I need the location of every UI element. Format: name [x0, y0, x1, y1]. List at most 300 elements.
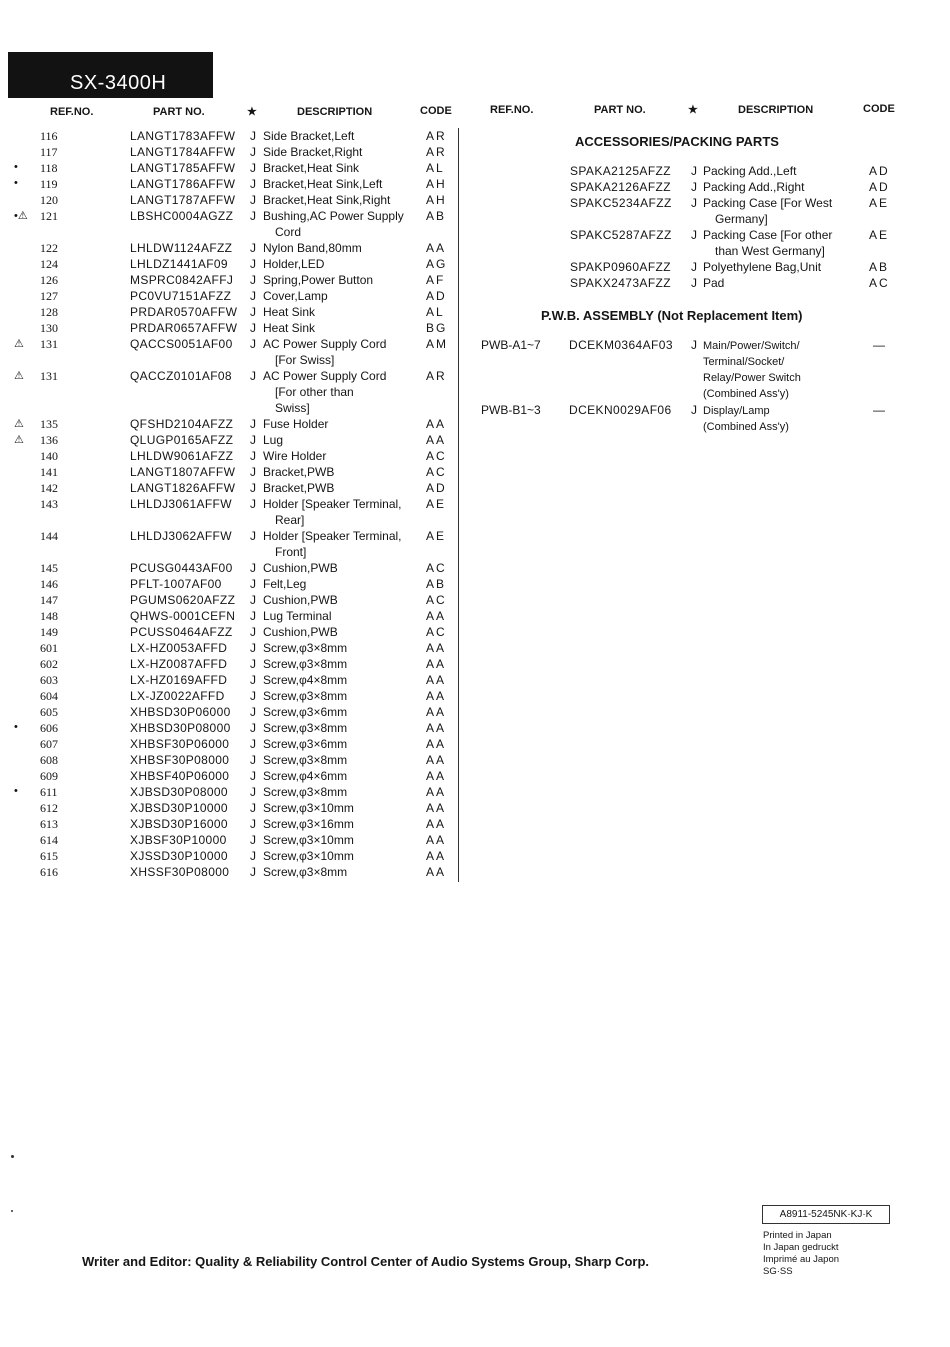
marker: ⚠: [14, 370, 24, 382]
ref-no: 140: [40, 449, 58, 463]
price-code: AL: [426, 305, 445, 319]
description: Pad: [703, 276, 725, 290]
part-no: XJBSD30P16000: [130, 817, 228, 831]
j-mark: J: [250, 561, 256, 575]
part-row: [0, 865, 470, 881]
price-code: AA: [426, 673, 447, 687]
marker: •: [14, 785, 18, 797]
description: Packing Case [For other: [703, 228, 833, 242]
price-code: AC: [426, 625, 447, 639]
part-no: XHBSF30P08000: [130, 753, 230, 767]
price-code: AL: [426, 161, 445, 175]
description: Bushing,AC Power Supply: [263, 209, 404, 223]
description: Cushion,PWB: [263, 561, 338, 575]
description: Screw,φ3×8mm: [263, 785, 348, 799]
part-no: DCEKM0364AF03: [569, 338, 673, 352]
j-mark: J: [250, 369, 256, 383]
price-code: BG: [426, 321, 448, 335]
part-row: [0, 801, 470, 817]
ref-no: 615: [40, 849, 58, 863]
price-code: AA: [426, 737, 447, 751]
ref-no: 605: [40, 705, 58, 719]
part-row: [0, 785, 470, 801]
price-code: AB: [869, 260, 890, 274]
description: Wire Holder: [263, 449, 327, 463]
description: Screw,φ3×10mm: [263, 833, 354, 847]
description: Screw,φ3×10mm: [263, 849, 354, 863]
price-code: AR: [426, 129, 447, 143]
ref-no: 145: [40, 561, 58, 575]
price-code: AA: [426, 609, 447, 623]
header-desc-right: DESCRIPTION: [738, 104, 814, 116]
part-no: LX-HZ0087AFFD: [130, 657, 228, 671]
price-code: AA: [426, 817, 447, 831]
part-no: QHWS-0001CEFN: [130, 609, 236, 623]
description: Holder [Speaker Terminal,: [263, 497, 402, 511]
description: AC Power Supply Cord: [263, 337, 387, 351]
ref-no: 613: [40, 817, 58, 831]
j-mark: J: [250, 241, 256, 255]
ref-no: 606: [40, 721, 58, 735]
ref-no: PWB-B1~3: [481, 403, 541, 417]
price-code: AE: [426, 529, 447, 543]
model-badge: [8, 52, 213, 98]
price-code: AA: [426, 865, 447, 879]
description: Holder,LED: [263, 257, 325, 271]
part-no: QLUGP0165AFZZ: [130, 433, 234, 447]
part-no: PCUSG0443AF00: [130, 561, 233, 575]
part-row: [0, 753, 470, 769]
price-code: AE: [426, 497, 447, 511]
price-code: AF: [426, 273, 446, 287]
description: Heat Sink: [263, 305, 316, 319]
part-no: XHBSD30P08000: [130, 721, 231, 735]
part-row: [0, 673, 470, 689]
part-no: XHBSF30P06000: [130, 737, 230, 751]
part-row: [0, 625, 470, 641]
ref-no: 148: [40, 609, 58, 623]
description-continued: Cord: [275, 225, 302, 239]
j-mark: J: [250, 769, 256, 783]
j-mark: J: [691, 260, 697, 274]
j-mark: J: [250, 337, 256, 351]
ref-no: 127: [40, 289, 58, 303]
description: Screw,φ3×6mm: [263, 737, 348, 751]
j-mark: J: [250, 817, 256, 831]
part-no: QACCZ0101AF08: [130, 369, 232, 383]
part-no: LHLDJ3062AFFW: [130, 529, 232, 543]
j-mark: J: [250, 257, 256, 271]
description: Packing Case [For West: [703, 196, 833, 210]
accessory-row: [0, 196, 950, 212]
part-row: [0, 593, 470, 609]
price-code: AC: [426, 465, 447, 479]
description-continued: [For Swiss]: [275, 353, 335, 367]
price-code: AA: [426, 417, 447, 431]
header-part-left: PART NO.: [153, 106, 205, 118]
header-ref-right: REF.NO.: [490, 104, 534, 116]
ref-no: 117: [40, 145, 58, 159]
price-code: AM: [426, 337, 448, 351]
part-no: PGUMS0620AFZZ: [130, 593, 236, 607]
j-mark: J: [250, 785, 256, 799]
part-no: SPAKC5287AFZZ: [570, 228, 672, 242]
part-no: MSPRC0842AFFJ: [130, 273, 234, 287]
description-continued: Germany]: [715, 212, 768, 226]
j-mark: J: [250, 705, 256, 719]
part-no: LHLDW9061AFZZ: [130, 449, 234, 463]
j-mark: J: [250, 657, 256, 671]
description: Screw,φ3×8mm: [263, 721, 348, 735]
part-row: [0, 833, 470, 849]
part-no: LANGT1787AFFW: [130, 193, 236, 207]
part-no: LANGT1784AFFW: [130, 145, 236, 159]
j-mark: J: [250, 465, 256, 479]
accessory-row: [0, 228, 950, 244]
price-code: AA: [426, 705, 447, 719]
j-mark: J: [250, 625, 256, 639]
j-mark: J: [691, 228, 697, 242]
description: Screw,φ3×16mm: [263, 817, 354, 831]
part-no: LX-JZ0022AFFD: [130, 689, 225, 703]
accessory-row: [0, 164, 950, 180]
part-row: [0, 769, 470, 785]
j-mark: J: [250, 673, 256, 687]
part-no: LANGT1807AFFW: [130, 465, 236, 479]
ref-no: 147: [40, 593, 58, 607]
header-code-right: CODE: [863, 103, 895, 115]
ref-no: 614: [40, 833, 58, 847]
j-mark: J: [250, 305, 256, 319]
ref-no: 118: [40, 161, 58, 175]
accessory-row: [0, 180, 950, 196]
j-mark: J: [250, 273, 256, 287]
description: Cover,Lamp: [263, 289, 328, 303]
ref-no: 601: [40, 641, 58, 655]
price-code: AA: [426, 849, 447, 863]
description: Packing Add.,Right: [703, 180, 805, 194]
price-code: AE: [869, 228, 890, 242]
description: Screw,φ3×8mm: [263, 689, 348, 703]
ref-no: 130: [40, 321, 58, 335]
description: Display/Lamp (Combined Ass'y): [703, 405, 789, 433]
part-row: [0, 609, 470, 625]
price-code: AG: [426, 257, 448, 271]
ref-no: 612: [40, 801, 58, 815]
price-code: —: [873, 403, 885, 417]
j-mark: J: [691, 196, 697, 210]
price-code: AD: [426, 289, 447, 303]
editor-credit: Writer and Editor: Quality & Reliability Control Center of Audio Systems Group, Sharp Corp.: [82, 1254, 649, 1269]
header-code-left: CODE: [420, 105, 452, 117]
price-code: AA: [426, 689, 447, 703]
part-row: [0, 497, 470, 513]
ref-no: 149: [40, 625, 58, 639]
description: Bracket,Heat Sink,Left: [263, 177, 383, 191]
ref-no: 128: [40, 305, 58, 319]
part-no: SPAKA2125AFZZ: [570, 164, 672, 178]
part-no: LHLDJ3061AFFW: [130, 497, 232, 511]
price-code: AA: [426, 641, 447, 655]
ref-no: 136: [40, 433, 58, 447]
ref-no: 141: [40, 465, 58, 479]
part-no: XJBSF30P10000: [130, 833, 227, 847]
price-code: AA: [426, 241, 447, 255]
ref-no: 616: [40, 865, 58, 879]
ref-no: 119: [40, 177, 58, 191]
part-row: [0, 337, 470, 353]
j-mark: J: [691, 276, 697, 290]
j-mark: J: [250, 289, 256, 303]
part-no: LHLDZ1441AF09: [130, 257, 228, 271]
ref-no: 611: [40, 785, 58, 799]
part-no: LANGT1783AFFW: [130, 129, 236, 143]
description: Screw,φ4×6mm: [263, 769, 348, 783]
j-mark: J: [250, 593, 256, 607]
ref-no: 146: [40, 577, 58, 591]
j-mark: J: [250, 577, 256, 591]
ref-no: 602: [40, 657, 58, 671]
j-mark: J: [250, 497, 256, 511]
price-code: AD: [869, 164, 890, 178]
header-star-right: ★: [688, 104, 698, 116]
part-row: [0, 449, 470, 465]
part-no: XHBSD30P06000: [130, 705, 231, 719]
description: Screw,φ3×8mm: [263, 753, 348, 767]
printed-in: Printed in Japan In Japan gedruckt Imprimé au Japon SG·SS: [763, 1230, 840, 1277]
header-star-left: ★: [247, 106, 257, 118]
j-mark: J: [250, 865, 256, 879]
part-no: LANGT1826AFFW: [130, 481, 236, 495]
ref-no: 120: [40, 193, 58, 207]
part-row: [0, 321, 470, 337]
part-no: XHBSF40P06000: [130, 769, 230, 783]
part-row: [0, 561, 470, 577]
scan-speck: [11, 1155, 14, 1158]
price-code: AB: [426, 209, 447, 223]
ref-no: 143: [40, 497, 58, 511]
part-no: PCUSS0464AFZZ: [130, 625, 233, 639]
description: Side Bracket,Left: [263, 129, 355, 143]
description: Main/Power/Switch/ Terminal/Socket/ Relay/Power Switch (Combined Ass'y): [703, 340, 801, 400]
part-no: SPAKX2473AFZZ: [570, 276, 672, 290]
description: Polyethylene Bag,Unit: [703, 260, 822, 274]
price-code: AH: [426, 193, 447, 207]
description: Bracket,PWB: [263, 481, 335, 495]
marker: •: [14, 161, 18, 173]
price-code: AE: [869, 196, 890, 210]
description-continued: [For other than: [275, 385, 354, 399]
j-mark: J: [691, 180, 697, 194]
j-mark: J: [250, 209, 256, 223]
part-row: [0, 481, 470, 497]
description: Cushion,PWB: [263, 593, 338, 607]
ref-no: 144: [40, 529, 58, 543]
description: Felt,Leg: [263, 577, 307, 591]
j-mark: J: [250, 481, 256, 495]
model-name: SX-3400H: [70, 72, 167, 94]
j-mark: J: [250, 177, 256, 191]
j-mark: J: [250, 161, 256, 175]
part-row: [0, 417, 470, 433]
description-continued: Swiss]: [275, 401, 310, 415]
part-row: [0, 721, 470, 737]
description: Screw,φ3×10mm: [263, 801, 354, 815]
j-mark: J: [250, 801, 256, 815]
price-code: AA: [426, 833, 447, 847]
j-mark: J: [250, 609, 256, 623]
price-code: AA: [426, 721, 447, 735]
description: Heat Sink: [263, 321, 316, 335]
description: Lug Terminal: [263, 609, 332, 623]
part-no: PRDAR0570AFFW: [130, 305, 238, 319]
description-continued: Front]: [275, 545, 307, 559]
part-row: [0, 305, 470, 321]
scan-speck: [11, 1210, 13, 1212]
j-mark: J: [250, 753, 256, 767]
part-no: SPAKA2126AFZZ: [570, 180, 672, 194]
header-part-right: PART NO.: [594, 104, 646, 116]
part-row: [0, 705, 470, 721]
pwb-title: P.W.B. ASSEMBLY (Not Replacement Item): [541, 308, 803, 323]
j-mark: J: [250, 529, 256, 543]
description: Packing Add.,Left: [703, 164, 797, 178]
price-code: AB: [426, 577, 447, 591]
part-row: [0, 529, 470, 545]
price-code: AC: [426, 561, 447, 575]
description: Nylon Band,80mm: [263, 241, 362, 255]
part-row: [0, 129, 470, 145]
part-row: [0, 817, 470, 833]
j-mark: J: [691, 164, 697, 178]
marker: •: [14, 721, 18, 733]
part-no: QFSHD2104AFZZ: [130, 417, 234, 431]
part-no: LHLDW1124AFZZ: [130, 241, 233, 255]
j-mark: J: [250, 145, 256, 159]
j-mark: J: [691, 338, 697, 352]
ref-no: 609: [40, 769, 58, 783]
header-ref-left: REF.NO.: [50, 106, 94, 118]
j-mark: J: [250, 689, 256, 703]
part-row: [0, 433, 470, 449]
description-continued: than West Germany]: [715, 244, 825, 258]
j-mark: J: [250, 721, 256, 735]
part-row: [0, 145, 470, 161]
part-no: XJBSD30P10000: [130, 801, 228, 815]
j-mark: J: [250, 417, 256, 431]
description: Screw,φ3×8mm: [263, 641, 348, 655]
price-code: AD: [426, 481, 447, 495]
part-row: [0, 465, 470, 481]
ref-no: 142: [40, 481, 58, 495]
ref-no: 126: [40, 273, 58, 287]
description: Screw,φ4×8mm: [263, 673, 348, 687]
ref-no: 121: [40, 209, 58, 223]
price-code: —: [873, 338, 885, 352]
part-no: LANGT1785AFFW: [130, 161, 236, 175]
part-no: XHSSF30P08000: [130, 865, 230, 879]
ref-no: 603: [40, 673, 58, 687]
part-row: [0, 737, 470, 753]
part-row: [0, 849, 470, 865]
price-code: AR: [426, 145, 447, 159]
part-row: [0, 577, 470, 593]
description: Side Bracket,Right: [263, 145, 363, 159]
ref-no: PWB-A1~7: [481, 338, 541, 352]
description: Fuse Holder: [263, 417, 329, 431]
price-code: AR: [426, 369, 447, 383]
part-no: PRDAR0657AFFW: [130, 321, 238, 335]
price-code: AC: [426, 449, 447, 463]
price-code: AA: [426, 785, 447, 799]
part-no: XJSSD30P10000: [130, 849, 228, 863]
part-no: LANGT1786AFFW: [130, 177, 236, 191]
part-no: LBSHC0004AGZZ: [130, 209, 234, 223]
part-no: XJBSD30P08000: [130, 785, 228, 799]
j-mark: J: [250, 737, 256, 751]
ref-no: 131: [40, 369, 58, 383]
ref-no: 608: [40, 753, 58, 767]
part-no: SPAKP0960AFZZ: [570, 260, 672, 274]
description: Screw,φ3×6mm: [263, 705, 348, 719]
price-code: AH: [426, 177, 447, 191]
description: Holder [Speaker Terminal,: [263, 529, 402, 543]
price-code: AC: [426, 593, 447, 607]
j-mark: J: [250, 849, 256, 863]
j-mark: J: [250, 433, 256, 447]
ref-no: 607: [40, 737, 58, 751]
ref-no: 116: [40, 129, 58, 143]
part-no: DCEKN0029AF06: [569, 403, 672, 417]
price-code: AA: [426, 801, 447, 815]
description: Spring,Power Button: [263, 273, 374, 287]
marker: ⚠: [14, 434, 24, 446]
accessories-title: ACCESSORIES/PACKING PARTS: [575, 134, 779, 149]
part-no: QACCS0051AF00: [130, 337, 233, 351]
description: Bracket,Heat Sink,Right: [263, 193, 391, 207]
part-row: [0, 641, 470, 657]
part-no: PFLT-1007AF00: [130, 577, 222, 591]
part-row: [0, 689, 470, 705]
ref-no: 131: [40, 337, 58, 351]
accessory-row: [0, 276, 950, 292]
ref-no: 135: [40, 417, 58, 431]
accessory-row: [0, 260, 950, 276]
j-mark: J: [250, 193, 256, 207]
marker: •⚠: [14, 210, 28, 222]
ref-no: 124: [40, 257, 58, 271]
marker: ⚠: [14, 418, 24, 430]
ref-no: 604: [40, 689, 58, 703]
part-row: [0, 369, 470, 385]
j-mark: J: [250, 449, 256, 463]
description: AC Power Supply Cord: [263, 369, 387, 383]
part-no: SPAKC5234AFZZ: [570, 196, 672, 210]
j-mark: J: [250, 833, 256, 847]
marker: ⚠: [14, 338, 24, 350]
description: Bracket,Heat Sink: [263, 161, 360, 175]
j-mark: J: [250, 129, 256, 143]
price-code: AA: [426, 753, 447, 767]
part-no: PC0VU7151AFZZ: [130, 289, 232, 303]
price-code: AC: [869, 276, 890, 290]
j-mark: J: [250, 641, 256, 655]
description: Screw,φ3×8mm: [263, 657, 348, 671]
price-code: AA: [426, 769, 447, 783]
j-mark: J: [250, 321, 256, 335]
marker: •: [14, 177, 18, 189]
description-continued: Rear]: [275, 513, 305, 527]
